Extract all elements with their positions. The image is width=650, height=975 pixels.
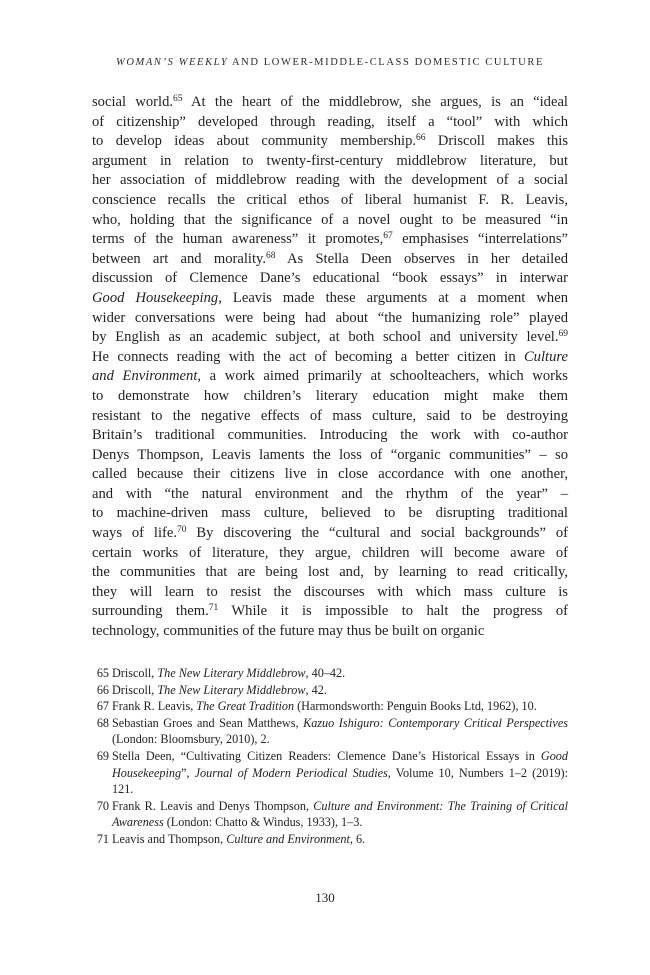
body-text: surrounding them. [92, 603, 209, 620]
body-line [92, 132, 568, 152]
header-title-rest: AND LOWER-MIDDLE-CLASS DOMESTIC CULTURE [228, 57, 544, 68]
body-line [92, 230, 568, 250]
body-text: they will learn to resist the discourses with which mass culture is [92, 583, 568, 600]
footnote-number: 67 [96, 699, 109, 714]
body-line [92, 544, 568, 564]
footnote [92, 798, 568, 831]
body-text: certain works of literature, they argue, children will become aware of [92, 544, 568, 561]
footnote [92, 698, 568, 715]
body-text: her association of middlebrow reading with the development of a social [92, 172, 568, 189]
footnote-ref: 65 [173, 94, 183, 104]
footnote-ref: 70 [177, 525, 187, 536]
body-text [92, 93, 568, 642]
body-text: By discovering the “cultural and social backgrounds” of [186, 525, 568, 542]
body-text: called because their citizens live in close accordance with one another, [92, 466, 568, 483]
body-text: terms of the human awareness” it promotes, [92, 231, 384, 248]
body-text: , a work aimed primarily at schoolteachers, which works [197, 368, 568, 385]
footnote-text [112, 715, 568, 748]
body-text: Driscoll makes this [425, 133, 568, 150]
body-italic: Good Housekeeping [92, 289, 219, 306]
footnote [92, 665, 568, 682]
footnote [92, 748, 568, 798]
footnote-italic: Good Housekeeping [112, 748, 568, 780]
footnote-text: (London: Chatto & Windus, 1933), 1–3. [163, 815, 363, 830]
footnote-text [112, 798, 568, 831]
footnote-number: 69 [96, 748, 109, 763]
body-line [92, 211, 568, 231]
footnote-ref: 71 [208, 603, 219, 614]
footnote-text [112, 665, 568, 682]
body-line [92, 426, 568, 446]
body-line [92, 602, 568, 622]
footnote-number: 65 [96, 666, 109, 680]
body-italic: Culture [523, 348, 568, 365]
page-number: 130 [315, 890, 335, 905]
footnote-italic: Culture and Environment: The Training of Critical Awareness [112, 798, 569, 830]
footnote-ref: 69 [558, 329, 568, 340]
body-line [92, 309, 568, 329]
footnote-text: Leavis and Thompson, [112, 831, 227, 846]
body-line [92, 289, 568, 309]
body-line [92, 152, 568, 172]
body-text: ways of life. [92, 525, 178, 542]
body-line [92, 485, 568, 505]
footnote-text [112, 748, 568, 798]
footnote-text [112, 698, 568, 715]
body-italic: and Environment [92, 368, 198, 385]
footnote-ref: 68 [266, 250, 276, 261]
footnote-text: (Harmondsworth: Penguin Books Ltd, 1962), 10. [294, 699, 537, 714]
footnote [92, 682, 568, 699]
body-text: and with “the natural environment and the rhythm of the year” – [92, 485, 568, 502]
footnote-text [112, 682, 568, 699]
footnote-text: , 6. [349, 831, 366, 846]
body-text: argument in relation to twenty-first-century middlebrow literature, but [92, 152, 568, 169]
footnote-text: Driscoll, [112, 682, 158, 697]
footnote-text: Sebastian Groes and Sean Matthews, [112, 715, 304, 730]
body-line [92, 269, 568, 289]
footnote-text: (London: Bloomsbury, 2010), 2. [112, 732, 270, 747]
body-text: He connects reading with the act of becoming a better citizen in [92, 348, 524, 365]
footnote-text: , 40–42. [305, 666, 346, 680]
footnote-italic: Culture and Environment [226, 831, 350, 846]
body-line [92, 250, 568, 270]
footnote-italic: The New Literary Middlebrow [157, 666, 306, 680]
footnote-text: ”, [181, 765, 195, 780]
footnote-text [112, 831, 568, 848]
body-line [92, 622, 568, 642]
body-text: to demonstrate how children’s literary education might make them [92, 387, 568, 404]
body-line [92, 563, 568, 583]
body-line [92, 113, 568, 133]
body-line [92, 446, 568, 466]
body-line [92, 348, 568, 368]
footnote-italic: The Great Tradition [196, 699, 295, 714]
body-text: wider conversations were being had about “the humanizing role” played [92, 309, 568, 326]
footnote-number: 66 [96, 682, 109, 697]
running-header [92, 57, 568, 68]
body-text: emphasises “interrelations” [392, 231, 568, 248]
footnotes [92, 665, 568, 848]
body-line [92, 93, 568, 113]
body-text: As Stella Deen observes in her detailed [275, 250, 568, 267]
footnote-text: Frank R. Leavis and Denys Thompson, [112, 798, 314, 813]
footnote-text: Stella Deen, “Cultivating Citizen Readers: Clemence Dane’s Historical Essays in [112, 748, 541, 763]
body-line [92, 387, 568, 407]
body-text: who, holding that the significance of a novel ought to be measured “in [92, 211, 568, 228]
body-line [92, 583, 568, 603]
footnote-italic: The New Literary Middlebrow [157, 682, 306, 697]
body-line [92, 191, 568, 211]
footnote-text: Frank R. Leavis, [112, 699, 197, 714]
footnote-text: , 42. [305, 682, 327, 697]
body-line [92, 524, 568, 544]
body-text: to develop ideas about community membership. [92, 133, 417, 150]
body-text: While it is impossible to halt the progress of [218, 603, 568, 620]
footnote-italic: Kazuo Ishiguro: Contemporary Critical Perspectives [303, 715, 568, 730]
body-line [92, 504, 568, 524]
body-text: , Leavis made these arguments at a moment when [218, 289, 568, 306]
body-line [92, 465, 568, 485]
body-text: At the heart of the middlebrow, she argues, is an “ideal [182, 94, 568, 110]
body-text: of citizenship” developed through reading, itself a “tool” with which [92, 113, 568, 130]
footnote-italic: Journal of Modern Periodical Studies [194, 765, 388, 780]
body-text: to machine-driven mass culture, believed to be disrupting traditional [92, 505, 568, 522]
footnote-ref: 66 [416, 133, 426, 144]
body-text: the communities that are being lost and, by learning to read critically, [92, 564, 568, 581]
body-text: conscience recalls the critical ethos of liberal humanist F. R. Leavis, [92, 191, 568, 208]
body-line [92, 367, 568, 387]
footnote-number: 68 [96, 715, 109, 730]
header-journal-title: WOMAN’S WEEKLY [116, 57, 229, 68]
footnote [92, 831, 568, 848]
footnote [92, 715, 568, 748]
body-text: social world. [92, 94, 174, 110]
footnote-text: , Volume 10, Numbers 1–2 (2019): 121. [112, 765, 568, 797]
footnote-ref: 67 [383, 231, 393, 242]
body-line [92, 407, 568, 427]
body-text: by English as an academic subject, at both school and university level. [92, 329, 559, 346]
body-text: resistant to the negative effects of mass culture, said to be destroying [92, 407, 568, 424]
footnote-text: Driscoll, [112, 666, 158, 680]
body-line [92, 328, 568, 348]
footnote-number: 71 [96, 831, 109, 846]
body-text: Denys Thompson, Leavis laments the loss of “organic communities” – so [92, 446, 568, 463]
body-text: between art and morality. [92, 250, 267, 267]
body-text: Britain’s traditional communities. Introducing the work with co-author [92, 427, 568, 444]
body-text: discussion of Clemence Dane’s educational “book essays” in interwar [92, 270, 568, 287]
footnote-number: 70 [96, 798, 109, 813]
body-line [92, 171, 568, 191]
body-text: technology, communities of the future may thus be built on organic [92, 623, 485, 640]
